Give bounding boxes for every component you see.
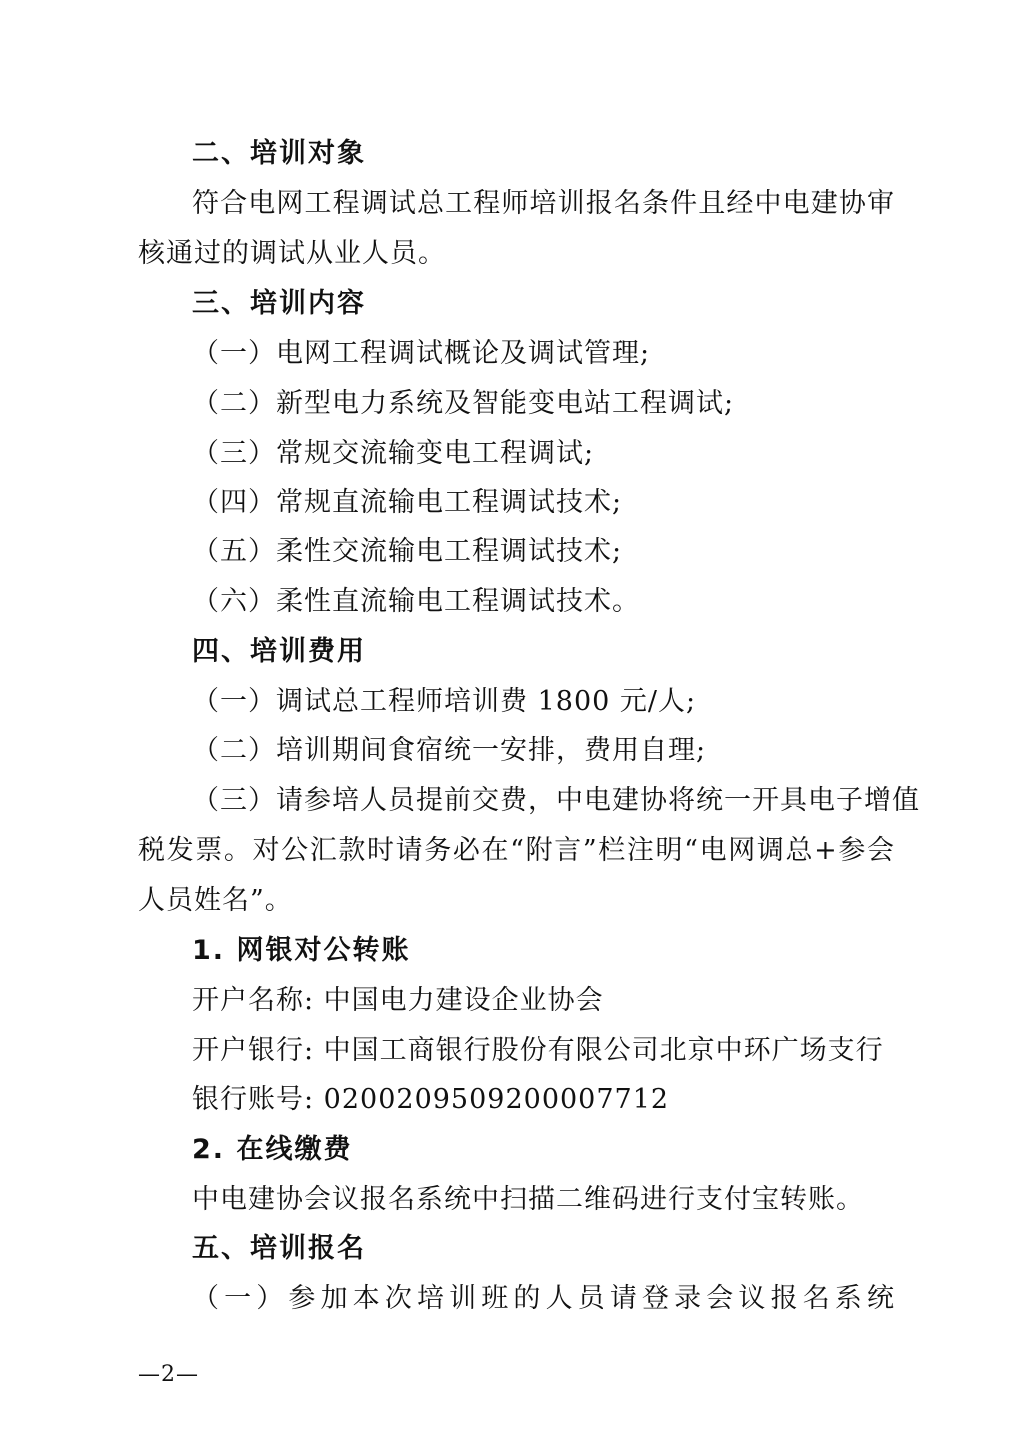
list-item: （二）培训期间食宿统一安排，费用自理; [192, 735, 707, 766]
paragraph-line: （一）参加本次培训班的人员请登录会议报名系统 [192, 1283, 895, 1314]
paragraph-line: （三）请参培人员提前交费，中电建协将统一开具电子增值 [192, 785, 920, 816]
list-item: （一）调试总工程师培训费 1800 元/人; [192, 686, 697, 717]
page-number: —2— [138, 1362, 199, 1387]
subheading-online-payment: 2. 在线缴费 [192, 1134, 353, 1165]
bank-name: 开户银行: 中国工商银行股份有限公司北京中环广场支行 [192, 1035, 884, 1066]
list-item: （五）柔性交流输电工程调试技术; [192, 536, 623, 567]
paragraph-line: 中电建协会议报名系统中扫描二维码进行支付宝转账。 [192, 1184, 864, 1215]
account-name: 开户名称: 中国电力建设企业协会 [192, 985, 604, 1016]
paragraph-line: 核通过的调试从业人员。 [138, 238, 446, 269]
subheading-bank-transfer: 1. 网银对公转账 [192, 935, 411, 966]
section-heading-training-fee: 四、培训费用 [192, 636, 366, 667]
list-item: （一）电网工程调试概论及调试管理; [192, 338, 651, 369]
section-heading-registration: 五、培训报名 [192, 1233, 366, 1264]
list-item: （二）新型电力系统及智能变电站工程调试; [192, 388, 735, 419]
list-item: （六）柔性直流输电工程调试技术。 [192, 586, 640, 617]
paragraph-line: 税发票。对公汇款时请务必在“附言”栏注明“电网调总+参会 [138, 835, 895, 866]
paragraph-line: 人员姓名”。 [138, 885, 293, 916]
section-heading-training-content: 三、培训内容 [192, 288, 366, 319]
list-item: （四）常规直流输电工程调试技术; [192, 487, 623, 518]
section-heading-training-target: 二、培训对象 [192, 138, 366, 169]
list-item: （三）常规交流输变电工程调试; [192, 438, 595, 469]
account-number: 银行账号: 0200209509200007712 [192, 1084, 670, 1115]
paragraph-line: 符合电网工程调试总工程师培训报名条件且经中电建协审 [192, 188, 895, 219]
